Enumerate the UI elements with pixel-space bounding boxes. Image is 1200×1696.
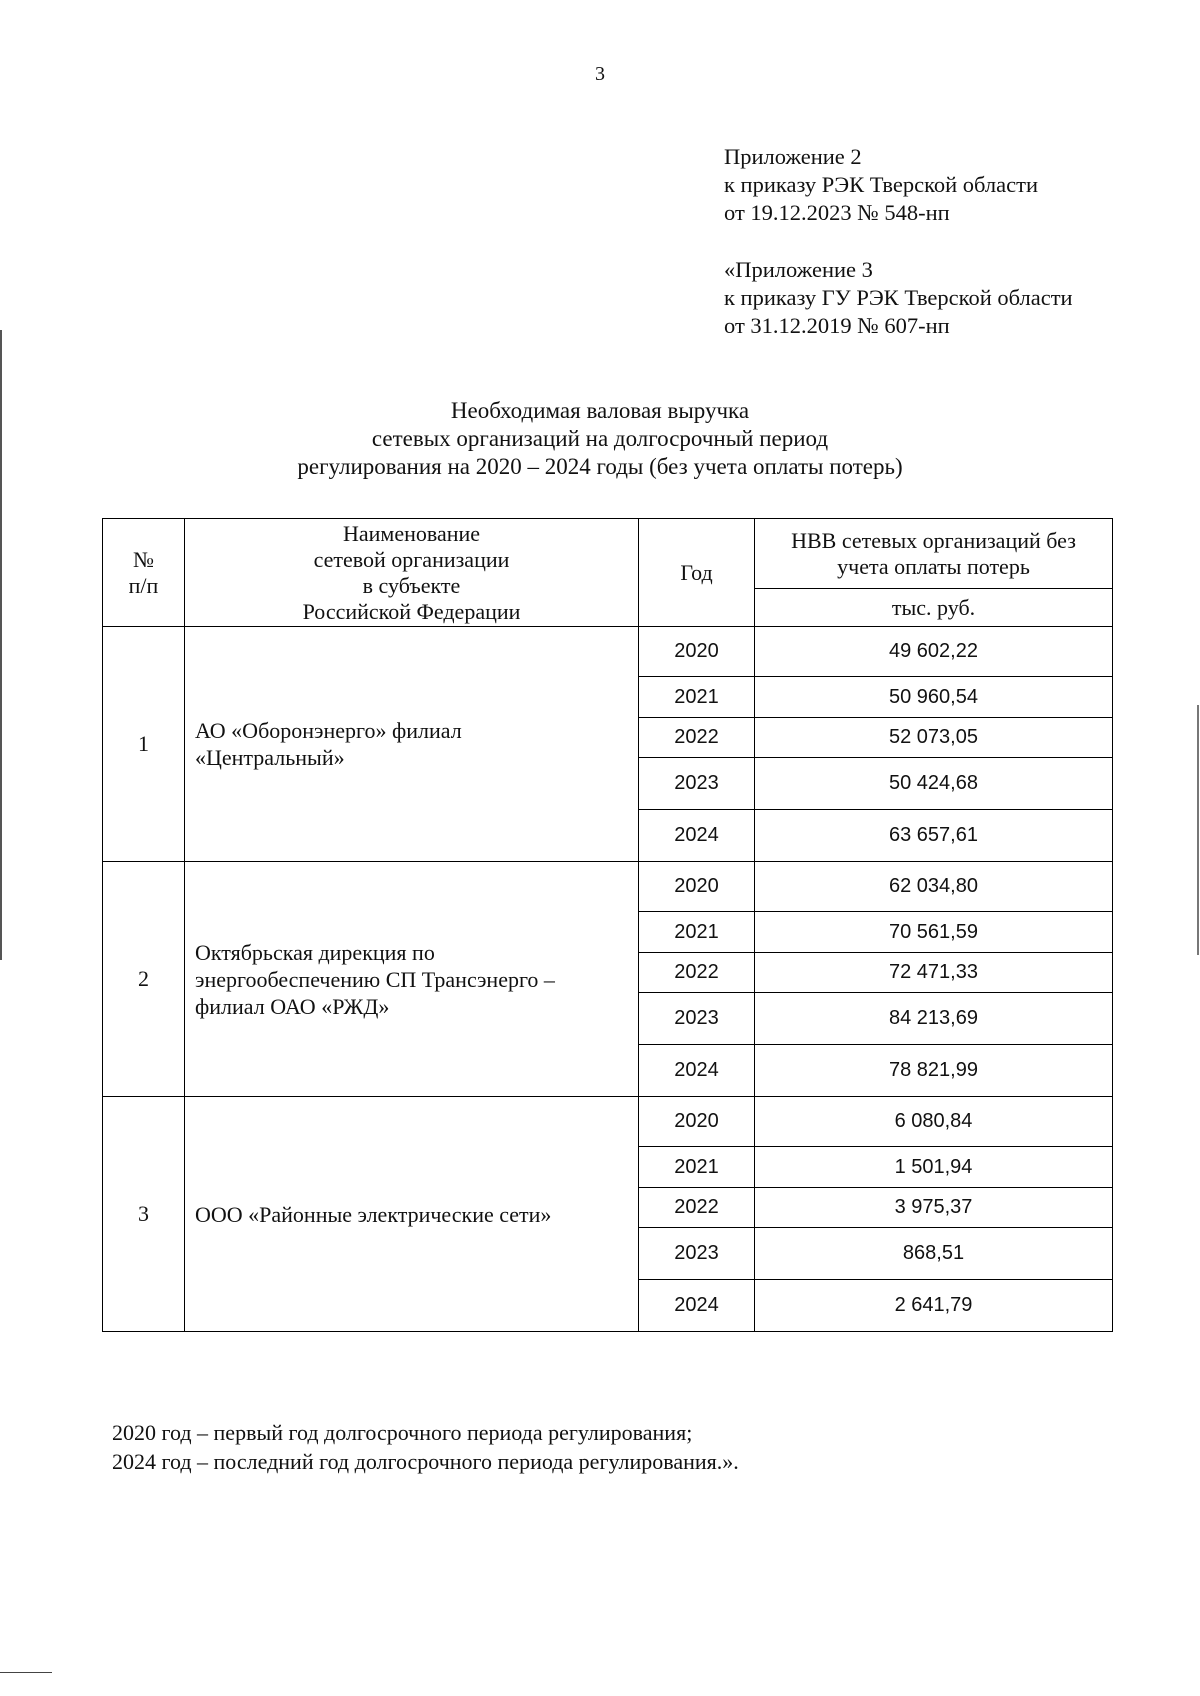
value-cell: 50 960,54	[755, 677, 1113, 718]
value-cell: 63 657,61	[755, 810, 1113, 862]
value-cell: 70 561,59	[755, 912, 1113, 953]
header-value-line2: учета оплаты потерь	[837, 553, 1030, 579]
org-number: 1	[103, 627, 185, 862]
annex-previous-line2: к приказу ГУ РЭК Тверской области	[724, 285, 1073, 310]
year-cell: 2022	[639, 1188, 755, 1228]
annex-current-header	[724, 143, 1038, 227]
year-cell: 2021	[639, 912, 755, 953]
footnote-line2: 2024 год – последний год долгосрочного периода регулирования.».	[112, 1449, 739, 1474]
value-cell: 78 821,99	[755, 1045, 1113, 1097]
year-cell: 2022	[639, 953, 755, 993]
org-name	[185, 1097, 639, 1332]
year-cell: 2020	[639, 862, 755, 912]
header-value	[755, 519, 1113, 589]
table-row	[103, 627, 1113, 677]
annex-current-line3: от 19.12.2023 № 548-нп	[724, 200, 950, 225]
org-number: 3	[103, 1097, 185, 1332]
page-number: 3	[595, 63, 605, 85]
table-row	[103, 1097, 1113, 1147]
annex-previous-header	[724, 256, 1073, 340]
header-unit: тыс. руб.	[755, 589, 1113, 627]
year-cell: 2020	[639, 627, 755, 677]
annex-previous-line3: от 31.12.2019 № 607-нп	[724, 313, 950, 338]
year-cell: 2021	[639, 677, 755, 718]
org-name	[185, 862, 639, 1097]
header-org-line2: сетевой организации	[313, 546, 510, 572]
document-title	[0, 397, 1200, 481]
scan-edge-mark-right	[1197, 705, 1199, 955]
org-name-line: ООО «Районные электрические сети»	[195, 1201, 552, 1227]
footnotes	[112, 1418, 739, 1476]
org-number: 2	[103, 862, 185, 1097]
value-cell: 2 641,79	[755, 1280, 1113, 1332]
title-line1: Необходимая валовая выручка	[450, 398, 750, 423]
annex-previous-line1: «Приложение 3	[724, 257, 873, 282]
title-line2: сетевых организаций на долгосрочный период	[371, 426, 829, 451]
year-cell: 2024	[639, 1280, 755, 1332]
nvv-table	[102, 518, 1113, 1332]
value-cell: 72 471,33	[755, 953, 1113, 993]
value-cell: 3 975,37	[755, 1188, 1113, 1228]
year-cell: 2022	[639, 718, 755, 758]
org-name-line: филиал ОАО «РЖД»	[195, 993, 390, 1019]
org-name	[185, 627, 639, 862]
org-name-line: АО «Оборонэнерго» филиал	[195, 718, 462, 743]
header-org-line4: Российской Федерации	[302, 598, 521, 624]
margin-line	[0, 1672, 52, 1673]
year-cell: 2024	[639, 1045, 755, 1097]
title-line3: регулирования на 2020 – 2024 годы (без учета оплаты потерь)	[297, 454, 903, 479]
value-cell: 868,51	[755, 1228, 1113, 1280]
value-cell: 62 034,80	[755, 862, 1113, 912]
year-cell: 2020	[639, 1097, 755, 1147]
header-org-line3: в субъекте	[362, 572, 461, 598]
value-cell: 50 424,68	[755, 758, 1113, 810]
year-cell: 2023	[639, 993, 755, 1045]
org-name-line: «Центральный»	[195, 745, 345, 770]
header-value-line1: НВВ сетевых организаций без	[791, 527, 1076, 553]
header-number-line2: п/п	[128, 572, 159, 598]
annex-current-line1: Приложение 2	[724, 144, 862, 169]
header-year: Год	[639, 519, 755, 627]
value-cell: 52 073,05	[755, 718, 1113, 758]
year-cell: 2023	[639, 1228, 755, 1280]
year-cell: 2023	[639, 758, 755, 810]
value-cell: 1 501,94	[755, 1147, 1113, 1188]
header-number-line1: №	[133, 546, 154, 572]
year-cell: 2021	[639, 1147, 755, 1188]
table-body	[103, 627, 1113, 1332]
header-organization	[185, 519, 639, 627]
header-number	[103, 519, 185, 627]
value-cell: 84 213,69	[755, 993, 1113, 1045]
value-cell: 49 602,22	[755, 627, 1113, 677]
footnote-line1: 2020 год – первый год долгосрочного периода регулирования;	[112, 1420, 693, 1445]
header-org-line1: Наименование	[342, 520, 481, 546]
year-cell: 2024	[639, 810, 755, 862]
table-row	[103, 862, 1113, 912]
value-cell: 6 080,84	[755, 1097, 1113, 1147]
annex-current-line2: к приказу РЭК Тверской области	[724, 172, 1039, 197]
org-name-line: Октябрьская дирекция по	[195, 939, 435, 965]
org-name-line: энергообеспечению СП Трансэнерго –	[195, 966, 555, 992]
